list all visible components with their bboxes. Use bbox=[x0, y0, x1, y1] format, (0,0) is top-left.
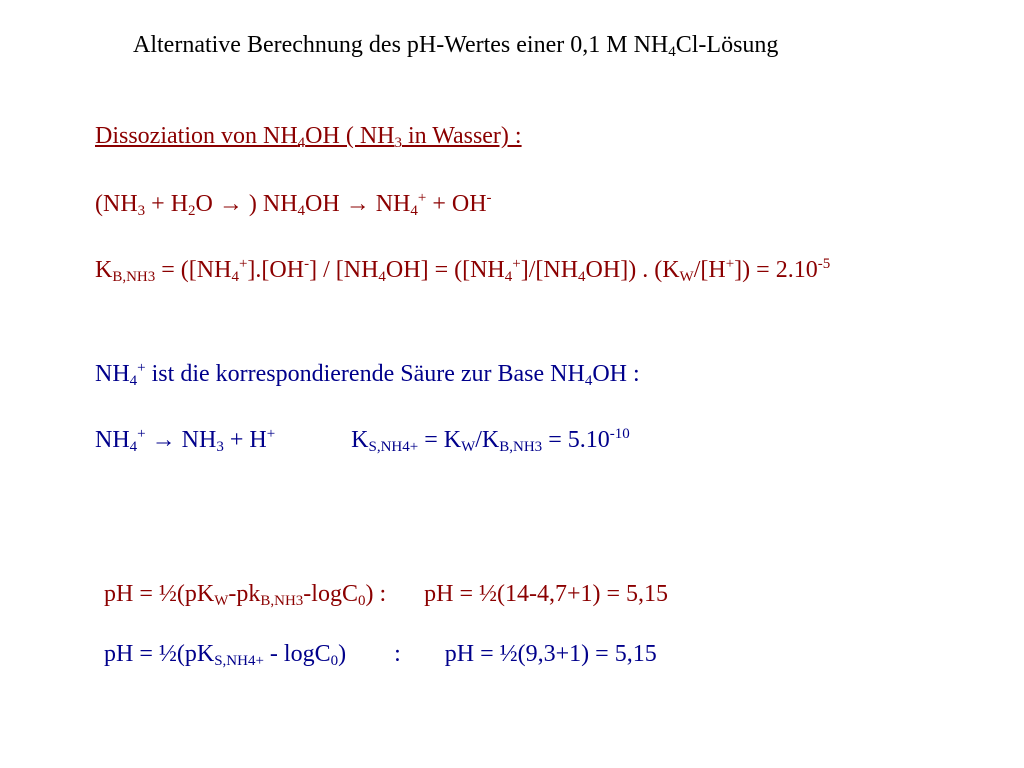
kb-expression: $K_{B,NH3} = ([NH_4^+].[OH^-] / [NH_4OH] = ([NH_4^+]/[NH_4OH])$ . $(K_W/[H^+]) = 2.10^{-5}$ bbox=[95, 256, 831, 285]
acid-equation: $NH_4^+ \to NH_3 + H^+$ $K_{S,NH4+} = K_W/K_{B,NH3} = 5.10^{-10}$ bbox=[95, 426, 630, 455]
dissociation-equation: ($NH_3 + H_2O$ → ) $NH_4OH \to NH_4^+ + OH^-$ bbox=[95, 190, 492, 219]
ph-formula-base: pH = $\frac{1}{2}(pK_W-pk_{B,NH3}-\log C_0)$ : pH = ½(14-4,7+1) = 5,15 bbox=[104, 581, 669, 609]
acid-statement: $NH_4^+$ ist die korrespondierende Säure zur Base $NH_4OH$ : bbox=[95, 360, 640, 389]
section-heading: Dissoziation von $NH_4OH$ ( $NH_3$ in Wasser) : bbox=[95, 123, 522, 151]
ph-formula-acid: pH = $\frac{1}{2}(pK_{S,NH4+} - \log C_0)$ : pH = ½(9,3+1) = 5,15 bbox=[104, 641, 657, 669]
slide-title: Alternative Berechnung des pH-Wertes einer 0,1 M $NH_4Cl$-Lösung bbox=[133, 32, 779, 60]
